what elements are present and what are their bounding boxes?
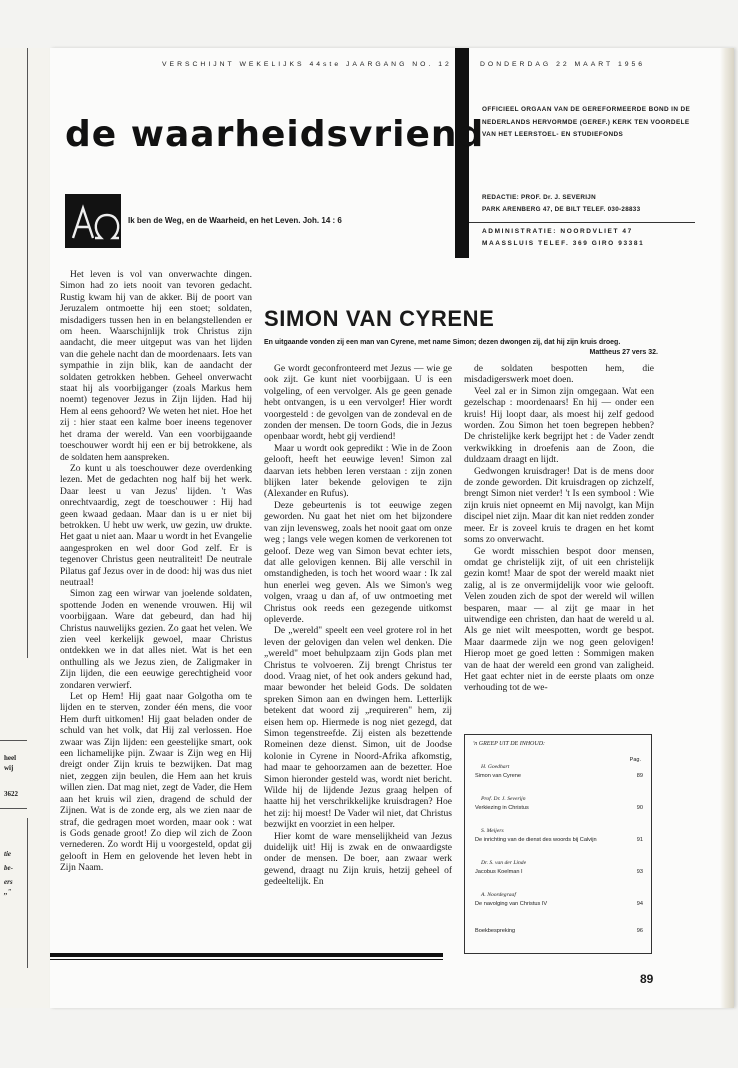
admin-line: ADMINISTRATIE: NOORDVLIET 47 (482, 228, 633, 235)
left-page-fragment: ers (4, 878, 13, 886)
paragraph: Zo kunt u als toeschouwer deze overdenking lezen. Met de gedachten nog half bij het werk. Daar leest u van Jezus' lijden. 't Was onrechtvaardig, zegt de toeschouwer : Hij had geen kwaad gedaan. Maar dan is u er niet bij betrokken. U hebt uw werk, uw gezin, uw drukte. Het gaat u niet aan. Maar u wordt in het Evangelie aangesproken en wel door God zelf. Er is tegenover Christus geen neutraliteit! De neutrale Pilatus gaf Jezus over in de dood: hij was dus niet neutraal! (60, 463, 252, 588)
article-column-3 (464, 364, 654, 695)
contents-entry (475, 859, 643, 877)
entry-title: De navolging van Christus IV (475, 901, 548, 907)
administration-block (482, 226, 644, 250)
article-title: SIMON VAN CYRENE (264, 306, 495, 331)
scripture-quote: En uitgaande vonden zij een man van Cyrene, met name Simon; dezen dwongen zij, dat hij zijn kruis droeg. (264, 339, 621, 346)
paragraph: Ge wordt misschien bespot door mensen, omdat ge christelijk zijt, of uit een christelijk gezin komt! Maar de spot der wereld maakt niet zalig, al is ze onvermijdelijk voor wie gelooft. Velen zouden zich de spot der wereld wil willen besparen, maar — al zijt ge maar in het uitwendige een christen, dan haat de wereld u al. Als ge niet wilt meespotten, wordt ge bespot. Maar daarmede zijn we nog geen gelovigen! Hierop moet ge goed letten : Sommigen maken van de haat der wereld een grond van zaligheid. Het gaat echter niet in de eerste plaats om onze verhouding tot de we- (464, 546, 654, 694)
paragraph: Ge wordt geconfronteerd met Jezus — wie ge ook zijt. Ge kunt niet voorbijgaan. U is een volgeling, of een vervolger. Als ge geen genade hebt ontvangen, is u een vervolger! Hier wordt voorgesteld : de gevolgen van de zondeval en de zonden der mensen. De toorn Gods, die in Jezus openbaar wordt, hebt gij verdiend! (264, 364, 452, 443)
footer-rule-thin (50, 959, 443, 960)
entry-title: De inrichting van de dienst des woords bij Calvijn (475, 837, 597, 843)
issue-line: VERSCHIJNT WEKELIJKS 44ste JAARGANG NO. 12 (162, 61, 452, 68)
contents-page-label: Pag. (629, 757, 641, 763)
redactie-address: PARK ARENBERG 47, DE BILT TELEF. 030-28833 (482, 206, 641, 213)
entry-page: 94 (636, 901, 643, 907)
footer-rule-thick (50, 953, 443, 957)
paragraph: Simon zag een wirwar van joelende soldaten, spottende Joden en wenende vrouwen. Hij wil voorbijgaan. Ware dat gebeurd, dan had hij Christus nauwelijks gezien. Zo gaat het velen. We zien veel kerkelijk gewoel, maar Christus ontdekken we in dat alles niet. Wat is het een onthulling als we Jezus zien, de Zaligmaker in Zijn lijden, die een eeuwige gerechtigheid voor zondaren verwierf. (60, 589, 252, 691)
article-column-2 (264, 364, 452, 889)
alpha-omega-icon (65, 194, 121, 248)
page-edge-shadow (720, 48, 734, 1008)
redactie-block (482, 192, 640, 216)
contents-entry (475, 827, 643, 845)
left-page-fragment: tie (4, 850, 11, 858)
entry-page: 96 (636, 928, 643, 934)
entry-title: Jacobus Koelman I (475, 869, 523, 875)
paragraph: Maar u wordt ook gepredikt : Wie in de Zoon gelooft, heeft het eeuwige leven! Simon zal daarvan iets hebben leren verstaan : zijn zonen blijken later bekende gelovigen te zijn (Alexander en Rufus). (264, 443, 452, 500)
paragraph: Het leven is vol van onverwachte dingen. Simon had zo iets nooit van tevoren gedacht. Rustig kwam hij van de akker. Bij de poort van Jeruzalem ontmoette hij een stoet; soldaten, misdadigers tussen hen in en belangstellenden er om heen. Waarschijnlijk trok Christus zijn aandacht, die meer uitgeput was van het lijden van die gehele nacht dan de moordenaars. Iets van sympathie in zijn blik, kan de aandacht der soldaten getrokken hebben. Geheel onverwacht staat hij als voorbijganger (zoals Markus hem noemt) tegenover Jezus in Zijn lijden. Had hij Hem al eens gehoord? We weten het niet. Hoe het zij : hier staat een kalme boer ineens tegenover het drama der wereld. Van een voorbijgaande toeschouwer wordt hij een er bij betrokkene, als de soldaten hem aanspreken. (60, 270, 252, 463)
contents-entry (475, 795, 643, 813)
entry-author: A. Noordegraaf (481, 892, 516, 898)
left-page-fragment: ,," (4, 888, 12, 896)
left-page-fragment: wij (4, 764, 14, 772)
page-number: 89 (640, 972, 654, 986)
contents-entry (475, 763, 643, 781)
article-subtitle (264, 338, 658, 357)
entry-page: 89 (636, 773, 643, 779)
entry-page: 91 (636, 837, 643, 843)
left-page-fragment: be- (4, 864, 13, 872)
entry-title: Verkiezing in Christus (475, 805, 529, 811)
paragraph: Veel zal er in Simon zijn omgegaan. Wat een gezelschap : moordenaars! En hij — onder een kruis! Hij loopt daar, als moest hij zelf gedood worden. Zou Simon het toen begrepen hebben? De christelijke kerk begrijpt het : de Vader zendt verkwikking in droefenis aan de Zoon, die duldzaam draagt en lijdt. (464, 386, 654, 466)
redactie-line: REDACTIE: PROF. Dr. J. SEVERIJN (482, 194, 596, 201)
contents-box (464, 734, 652, 954)
header-rule (469, 222, 695, 223)
motto: Ik ben de Weg, en de Waarheid, en het Leven. Joh. 14 : 6 (128, 216, 342, 225)
left-page-rule (0, 740, 27, 741)
entry-title: Simon van Cyrene (475, 773, 522, 779)
left-page-column-rule (27, 818, 28, 968)
article-column-1 (60, 270, 252, 875)
paragraph: de soldaten bespotten hem, die misdadigerswerk moet doen. (464, 364, 654, 386)
masthead-title: de waarheidsvriend (65, 114, 485, 155)
alpha-omega-logo (65, 194, 121, 248)
paragraph: Gedwongen kruisdrager! Dat is de mens door de zonde geworden. Dit kruisdragen op zichzelf, brengt Simon niet verder! 't Is een symbool : Wie zijn kruis niet opneemt en Mij navolgt, kan Mijn discipel niet zijn. Maar dit kan niet redden zonder meer. Er is zoveel kruis te dragen en het komt soms zo onverwacht. (464, 466, 654, 546)
entry-author: Dr. S. van der Linde (481, 860, 527, 866)
entry-page: 93 (636, 869, 643, 875)
entry-author: Prof. Dr. J. Severijn (481, 796, 526, 802)
left-page-edge (0, 48, 51, 1008)
admin-address: MAASSLUIS TELEF. 369 GIRO 93381 (482, 240, 645, 247)
left-page-fragment: 3622 (4, 790, 18, 798)
paragraph: Let op Hem! Hij gaat naar Golgotha om te lijden en te sterven, zonder één mens, die voor Hem durft uitkomen! Hij gaat beladen onder de schuld van het volk, dat Hij zal verlossen. Hoe zwaar was Zijn lijden: een geestelijke smart, ook een lichamelijke pijn. Zwaar is Zijn weg en Hij dreigt onder Zijn kruis te bezwijken. Dat mag niet, zeggen zijn beulen, die Hem aan het kruis willen zien. Dat mag niet, zegt de Vader, die Hem aan het kruis wil zien, dragend de schuld der Zijnen. Wat is de zonde erg, als we zien naar de straf, die gedragen moet worden, maar ook : wat is Gods genade groot! Zo diep wil zich de Zoon vernederen. Zo wordt Hij u voorgesteld, opdat gij gelooft in Hem en gelovende het leven hebt in Zijn Naam. (60, 692, 252, 874)
entry-title: Boekbespreking (475, 928, 516, 934)
paragraph: Deze gebeurtenis is tot eeuwige zegen geworden. Nu gaat het niet om het bijzondere van zijn levensweg, zoals het nooit gaat om onze weg ; langs vele wegen komen de verkorenen tot geloof. Deze weg van Simon bevat echter iets, dat alle gelovigen kennen. Bij alle verschil in omstandigheden, is toch het woord waar : Ik zal hun enerlei weg geven. Als we Simon's weg volgen, vraag u dan af, of uw ontmoeting met Christus ook reeds een gezegende uitkomst opleverde. (264, 500, 452, 625)
entry-page: 90 (636, 805, 643, 811)
entry-author: S. Meijers (481, 828, 504, 834)
newspaper-page (50, 48, 734, 1008)
left-page-column-rule (27, 48, 28, 658)
date-line: DONDERDAG 22 MAART 1956 (480, 61, 646, 68)
entry-author: H. Goedhart (481, 764, 510, 770)
official-organ-text: OFFICIEEL ORGAAN VAN DE GEREFORMEERDE BOND IN DE NEDERLANDS HERVORMDE (GEREF.) KERK TEN VOORDELE VAN HET LEERSTOEL- EN STUDIEFONDS (482, 106, 691, 139)
scripture-reference: Mattheus 27 vers 32. (589, 348, 658, 356)
contents-entry (475, 927, 643, 936)
paragraph: De „wereld" speelt een veel grotere rol in het leven der gelovigen dan velen wel denken. Die „wereld" moet behulpzaam zijn Gods plan met Christus te volvoeren. Zij brengt Christus ter dood. Vraag niet, of het ook anders gekund had, maar bewonder het beleid Gods. De soldaten spreken Simon aan en dwingen hem. Letterlijk betekent dat woord zij „requireren" hem, zij eisen hem op. Hiermede is nog niet gezegd, dat Simon tegenstreefde. Zij eisten als bezettende Romeinen deze dienst. Simon, uit de Joodse kolonie in Cyrene in Noord-Afrika afkomstig, had maar te gehoorzamen aan de bezetter. Hoe Simon hieronder gesteld was, wordt niet bericht. Wilde hij de lijdende Jezus graag helpen of haatte hij het verschrikkelijke kruisdragen? Hoe het zij: hij moest! De Vader wil niet, dat Christus bezwijkt en voorziet in een helper. (264, 626, 452, 831)
contents-entry (475, 891, 643, 909)
paragraph: Hier komt de ware menselijkheid van Jezus duidelijk uit! Hij is zwak en de onwaardigste onder de mensen. De boer, aan zwaar werk gewend, draagt nu Zijn kruis, hetzij geheel of gedeeltelijk. En (264, 831, 452, 888)
contents-heading: 'n GREEP UIT DE INHOUD: (473, 741, 546, 747)
left-page-rule (0, 808, 27, 809)
left-page-fragment: heel (4, 754, 17, 762)
